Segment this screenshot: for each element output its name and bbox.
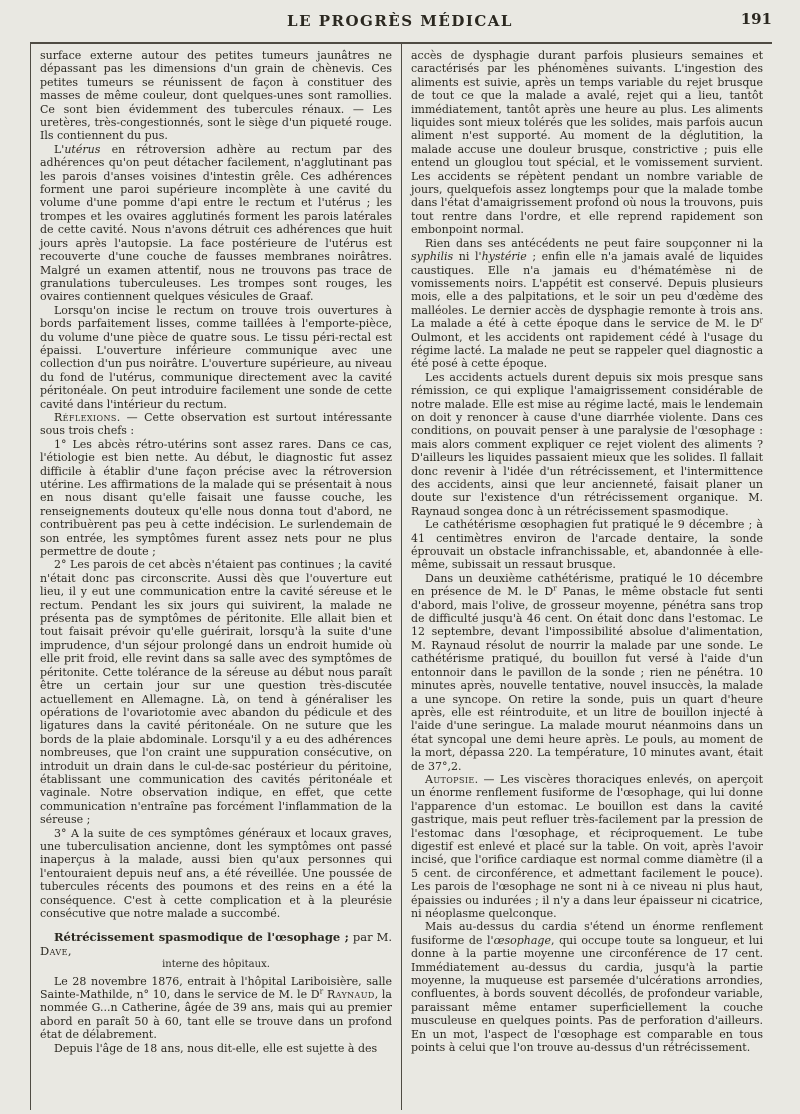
paragraph: Dans un deuxième cathétérisme, pratiqué le 10 décembre en présence de M. le $D^r$ Panas, le même obstacle fut senti d'abord, mais l'olive, de grosseur moyenne, pénétra sans trop de difficulté jusqu'à 46 cent. On était donc dans l'estomac. Le 12 septembre, devant l'impossibilité absolue d'alimentation, M. Raynaud résolut de nourrir la malade par une sonde. Le cathétérisme pratiqué, du bouillon fut versé à l'aide d'un entonnoir dans le pavillon de la sonde ; rien ne pénétra. 10 minutes après, nouvelle tentative, nouvel insuccès, la malade a une syncope. On retire la sonde, puis un quart d'heure après, elle est réintroduite, et un litre de bouillon injecté à l'aide d'une seringue. La malade mourut néanmoins dans un état syncopal une demi heure après. Le pouls, au moment de la mort, dépassa 220. La température, 10 minutes avant, était de 37°,2. [411,571,763,773]
page-frame [30,42,772,1110]
paragraph: L'utérus en rétroversion adhère au rectum par des adhérences qu'on peut détacher facilement, n'agglutinant pas les parois d'anses voisines d'intestin grêle. Ces adhérences forment une paroi supérieure incomplète à une cavité du volume d'une pomme d'api entre le rectum et l'utérus ; les trompes et les ovaires agglutinés forment les parois latérales de cette cavité. Nous n'avons détruit ces adhérences que huit jours après l'autopsie. La face postérieure de l'utérus est recouverte d'une couche de fausses membranes noirâtres. Malgré un examen attentif, nous ne trouvons pas trace de granulations tuberculeuses. Les trompes sont rouges, les ovaires contiennent quelques vésicules de Graaf. [40,142,392,304]
article-body [30,44,772,1110]
right-column [402,44,772,1110]
article-subheading: interne des hôpitaux. [162,959,270,971]
paragraph: 1° Les abcès rétro-utérins sont assez rares. Dans ce cas, l'étiologie est bien nette. Au début, le diagnostic fut assez difficile à établir d'une façon précise avec la rétroversion utérine. Les affirmations de la malade qui se présentait à nous en nous disant qu'elle faisait une fausse couche, les renseignements douteux qu'elle nous donna tout d'abord, ne contribuèrent pas peu à cette indécision. Le surlendemain de son entrée, les symptômes furent assez nets pour ne plus permettre de doute ; [40,437,392,559]
paragraph: surface externe autour des petites tumeurs jaunâtres ne dépassant pas les dimensions d'un grain de chènevis. Ces petites tumeurs se réunissent de façon à constituer des masses de même couleur, dont quelques-unes sont ramollies. Ce sont bien évidemment des tubercules rénaux. — Les uretères, très-congestionnés, sont le siège d'un piqueté rouge. Ils contiennent du pus. [40,49,392,143]
paragraph: Le cathétérisme œsophagien fut pratiqué le 9 décembre ; à 41 centimètres environ de l'arcade dentaire, la sonde éprouvait un obstacle infranchissable, et, abandonnée à elle-même, subissait un ressaut brusque. [411,518,763,572]
journal-title: LE PROGRÈS MÉDICAL [287,12,513,30]
paragraph: accès de dysphagie durant parfois plusieurs semaines et caractérisés par les phénomènes suivants. L'ingestion des aliments est suivie, après un temps variable du rejet brusque de tout ce que la malade a avalé, rejet qui a lieu, tantôt immédiatement, tantôt après une heure au plus. Les aliments liquides sont mieux tolérés que les solides, mais parfois aucun aliment n'est supporté. Au moment de la déglutition, la malade accuse une douleur brusque, constrictive ; puis elle entend un glouglou tout spécial, et le vomissement survient. Les accidents se répètent pendant un nombre variable de jours, quelquefois assez longtemps pour que la malade tombe dans l'état d'amaigrissement profond où nous la trouvons, puis tout rentre dans l'ordre, et elle reprend rapidement son embonpoint normal. [411,49,763,237]
paragraph: Réflexions. — Cette observation est surtout intéressante sous trois chefs : [40,410,392,438]
paragraph: Lorsqu'on incise le rectum on trouve trois ouvertures à bords parfaitement lisses, comme taillées à l'emporte-pièce, du volume d'une pièce de quatre sous. Le tissu péri-rectal est épaissi. L'ouverture inférieure communique avec une collection d'un pus noirâtre. L'ouverture supérieure, au niveau du fond de l'utérus, communique directement avec la cavité péritonéale. On peut introduire facilement une sonde de cette cavité dans l'intérieur du rectum. [40,303,392,411]
paragraph: 2° Les parois de cet abcès n'étaient pas continues ; la cavité n'était donc pas circonscrite. Aussi dès que l'ouverture eut lieu, il y eut une communication entre la cavité séreuse et le rectum. Pendant les six jours qui suivirent, la malade ne présenta pas de symptômes de péritonite. Elle allait bien et tout faisait prévoir qu'elle guérirait, lorsqu'à la suite d'une imprudence, d'un séjour prolongé dans un endroit humide où elle prit froid, elle revint dans sa salle avec des symptômes de péritonite. Cette tolérance de la séreuse au début nous paraît être un certain jour sur une question très-discutée actuellement en Allemagne. Là, on tend à généraliser les opérations de l'ovariotomie avec abandon du pédicule et des ligatures dans la cavité péritonéale. On ne suture que les bords de la plaie abdominale. Lorsqu'il y a eu des adhérences nombreuses, que l'on craint une suppuration consécutive, on introduit un drain dans le cul-de-sac postérieur du péritoine, établissant une communication des cavités péritonéale et vaginale. Notre observation indique, en effet, que cette communication n'entraîne pas forcément l'inflammation de la séreuse ; [40,558,392,827]
article-heading: Rétrécissement spasmodique de l'œsophage ; par M. Dave, [40,930,392,958]
paragraph: Rien dans ses antécédents ne peut faire soupçonner ni la syphilis ni l'hystérie ; enfin elle n'a jamais avalé de liquides caustiques. Elle n'a jamais eu d'hématémèse ni de vomissements noirs. L'appétit est conservé. Depuis plusieurs mois, elle a des palpitations, et le soir un peu d'œdème des malléoles. Le dernier accès de dysphagie remonte à trois ans. La malade a été à cette époque dans le service de M. le $D^r$ Oulmont, et les accidents ont rapidement cédé à l'usage du régime lacté. La malade ne peut se rappeler quel diagnostic a été posé à cette époque. [411,236,763,371]
paragraph: Mais au-dessus du cardia s'étend un énorme renflement fusiforme de l'œsophage, qui occupe toute sa longueur, et lui donne à la partie moyenne une circonférence de 17 cent. Immédiatement au-dessus du cardia, jusqu'à la partie moyenne, la muqueuse est parsemée d'ulcérations arrondies, confluentes, à bords souvent décollés, de profondeur variable, paraissant même entamer superficiellement la couche musculeuse en quelques points. Pas de perforation d'ailleurs. En un mot, l'aspect de l'œsophage est comparable en tous points à celui que l'on trouve au-dessus d'un rétrécissement. [411,920,763,1055]
page-header [0,0,800,42]
paragraph: Depuis l'âge de 18 ans, nous dit-elle, elle est sujette à des [54,1041,378,1055]
paragraph: Les accidents actuels durent depuis six mois presque sans rémission, ce qui explique l'amaigrissement considérable de notre malade. Elle est mise au régime lacté, mais le lendemain on doit y renoncer à cause d'une diarrhée violente. Dans ces conditions, on pouvait penser à une paralysie de l'œsophage : mais alors comment expliquer ce rejet violent des aliments ? D'ailleurs les liquides passaient mieux que les solides. Il fallait donc revenir à l'idée d'un rétrécissement, et l'intermittence des accidents, ainsi que leur ancienneté, faisait planer un doute sur l'existence d'un rétrécissement organique. M. Raynaud songea donc à un rétrécissement spasmodique. [411,370,763,518]
paragraph: 3° A la suite de ces symptômes généraux et locaux graves, une tuberculisation ancienne, dont les symptômes ont passé inaperçus à la malade, aussi bien qu'aux personnes qui l'entouraient depuis neuf ans, a été réveillée. Une poussée de tubercules récents des poumons et des reins en a été la conséquence. C'est à cette complication et à la pleurésie consécutive que notre malade a succombé. [40,826,392,920]
left-column [31,44,401,1110]
paragraph: Autopsie. — Les viscères thoraciques enlevés, on aperçoit un énorme renflement fusiforme de l'œsophage, qui lui donne l'apparence d'un estomac. Le bouillon est dans la cavité gastrique, mais peut refluer très-facilement par la pression de l'estomac dans l'œsophage, et réciproquement. Le tube digestif est enlevé et placé sur la table. On voit, après l'avoir incisé, que l'orifice cardiaque est normal comme diamètre (il a 5 cent. de circonférence, et admettant facilement le pouce). Les parois de l'œsophage ne sont ni à ce niveau ni plus haut, épaissies ou indurées ; il n'y a dans leur épaisseur ni cicatrice, ni néoplasme quelconque. [411,772,763,920]
paragraph: Le 28 novembre 1876, entrait à l'hôpital Lariboisière, salle Sainte-Mathilde, n° 10, dans le service de M. le $D^r$ Raynaud, la nommée G...n Catherine, âgée de 39 ans, mais qui au premier abord en paraît 50 à 60, tant elle se trouve dans un profond état de délabrement. [40,974,392,1042]
page-number: 191 [740,10,772,28]
